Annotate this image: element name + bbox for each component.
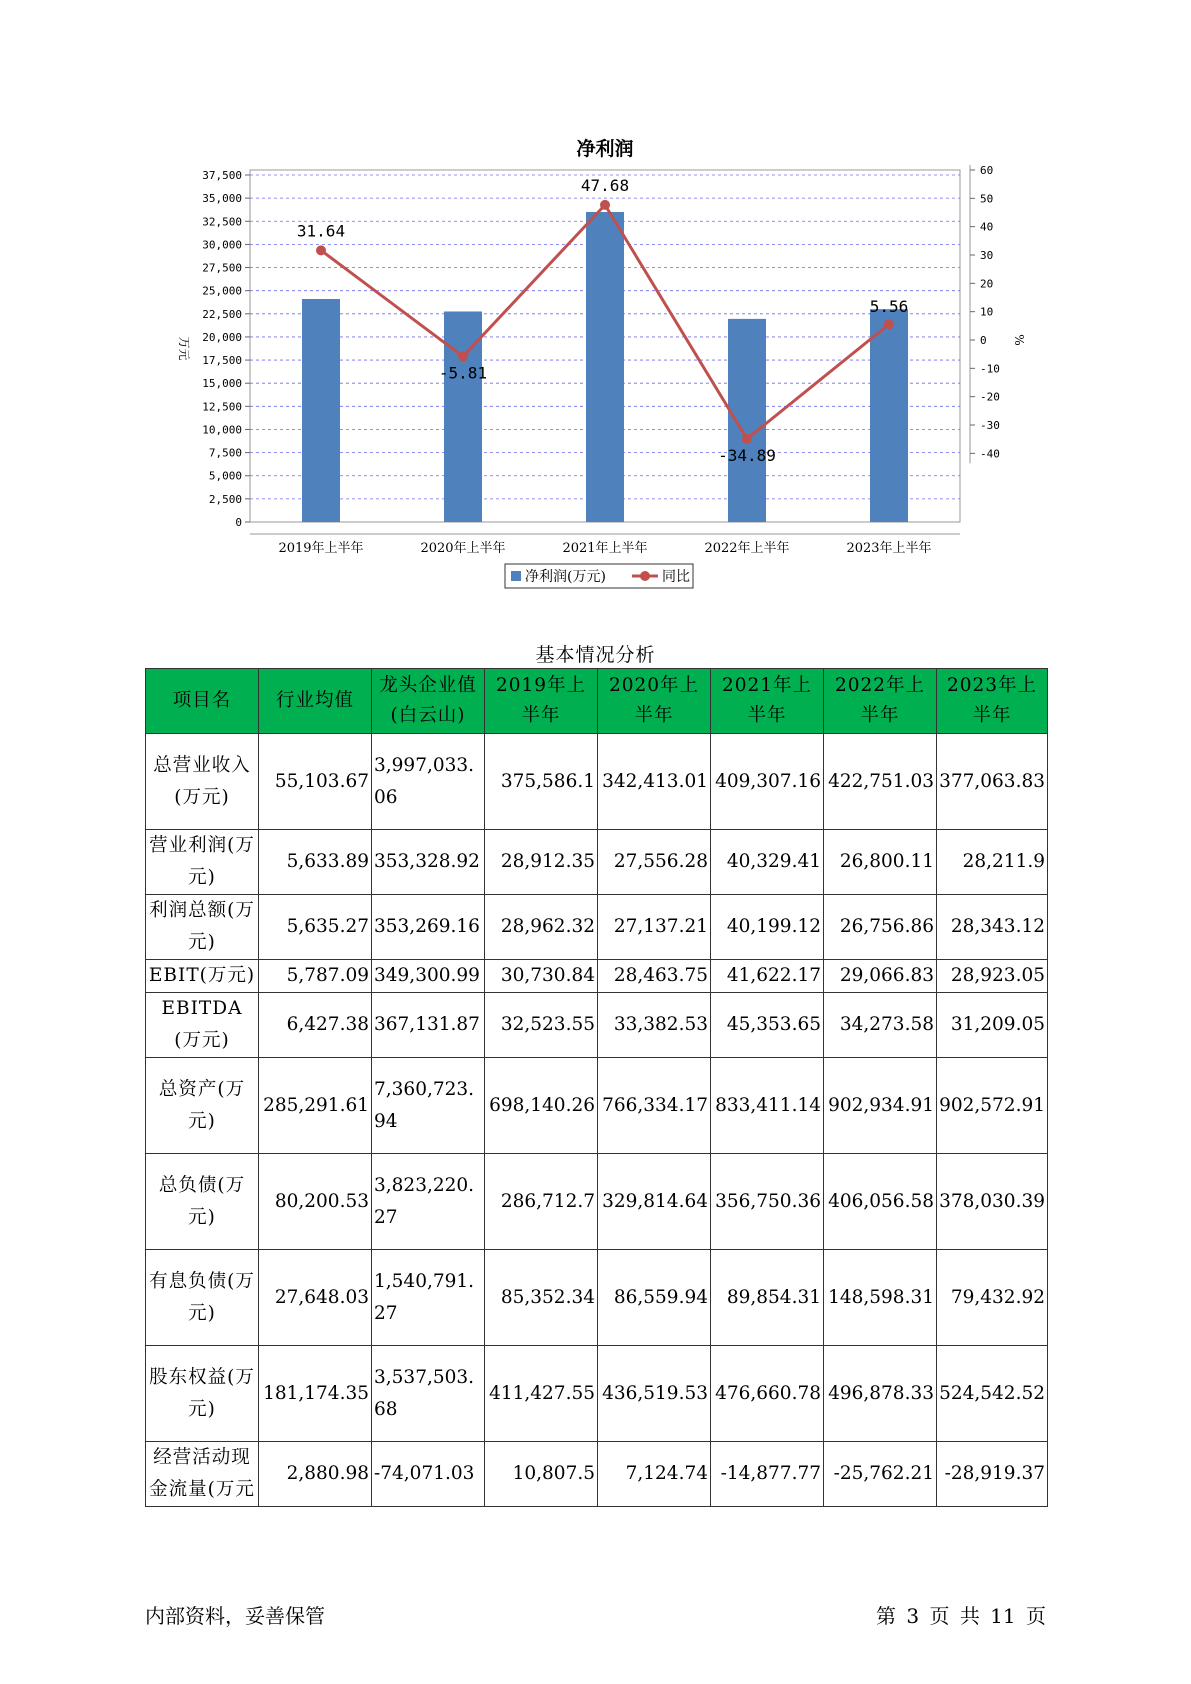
header-cell: 2019年上半年 [485,669,598,734]
row-label-cell: 总负债(万元) [146,1154,259,1250]
left-tick-label: 10,000 [202,423,242,437]
value-cell: -28,919.37 [937,1442,1048,1507]
value-cell: 80,200.53 [259,1154,372,1250]
value-cell: -25,762.21 [824,1442,937,1507]
value-cell: 5,635.27 [259,895,372,960]
left-tick-label: 2,500 [208,492,242,506]
header-cell: 2021年上半年 [711,669,824,734]
table-row [146,993,1048,1058]
header-cell: 龙头企业值(白云山) [372,669,485,734]
value-cell: 33,382.53 [598,993,711,1058]
table-body [146,734,1048,1507]
value-cell: 353,269.16 [372,895,485,960]
yoy-data-label: -5.81 [438,363,488,383]
value-cell: 378,030.39 [937,1154,1048,1250]
row-label-cell: 总资产(万元) [146,1058,259,1154]
yoy-data-label: 5.56 [869,297,909,317]
value-cell: 436,519.53 [598,1346,711,1442]
table-row [146,960,1048,993]
right-axis-label: % [1012,334,1026,346]
value-cell: 377,063.83 [937,734,1048,830]
yoy-point [742,434,752,444]
table-row [146,830,1048,895]
net-profit-chart [160,130,1026,600]
value-cell: 10,807.5 [485,1442,598,1507]
value-cell: 406,056.58 [824,1154,937,1250]
left-tick-label: 27,500 [202,261,242,275]
left-tick-label: 37,500 [202,169,242,182]
left-tick-label: 0 [235,516,242,529]
value-cell: 1,540,791.27 [372,1250,485,1346]
yoy-data-label: 31.64 [296,221,346,241]
value-cell: 766,334.17 [598,1058,711,1154]
right-tick-label: 20 [980,277,994,291]
left-tick-label: 22,500 [202,307,242,321]
value-cell: 34,273.58 [824,993,937,1058]
value-cell: 28,463.75 [598,960,711,993]
table-row [146,1058,1048,1154]
left-tick-label: 7,500 [208,446,242,460]
header-cell: 行业均值 [259,669,372,734]
yoy-point [600,200,610,210]
value-cell: 31,209.05 [937,993,1048,1058]
value-cell: 3,997,033.06 [372,734,485,830]
header-cell: 2022年上半年 [824,669,937,734]
value-cell: 349,300.99 [372,960,485,993]
value-cell: 27,556.28 [598,830,711,895]
value-cell: 40,329.41 [711,830,824,895]
left-tick-label: 15,000 [202,377,242,391]
chart-title: 净利润 [576,138,634,160]
bar [870,309,908,522]
table-row [146,1154,1048,1250]
left-tick-label: 30,000 [202,238,242,252]
value-cell: 476,660.78 [711,1346,824,1442]
row-label-cell: 总营业收入(万元) [146,734,259,830]
x-tick-label: 2021年上半年 [562,541,648,556]
x-tick-label: 2022年上半年 [704,541,790,556]
header-cell: 项目名 [146,669,259,734]
table-row [146,1442,1048,1507]
x-tick-label: 2020年上半年 [420,541,506,556]
value-cell: 79,432.92 [937,1250,1048,1346]
value-cell: 7,124.74 [598,1442,711,1507]
row-label-cell: 利润总额(万元) [146,895,259,960]
value-cell: 28,912.35 [485,830,598,895]
value-cell: 30,730.84 [485,960,598,993]
left-tick-label: 32,500 [202,215,242,229]
value-cell: 5,633.89 [259,830,372,895]
value-cell: 285,291.61 [259,1058,372,1154]
value-cell: 698,140.26 [485,1058,598,1154]
value-cell: 902,934.91 [824,1058,937,1154]
value-cell: 409,307.16 [711,734,824,830]
yoy-data-label: -34.89 [718,445,776,465]
left-tick-label: 20,000 [202,330,242,344]
value-cell: 26,800.11 [824,830,937,895]
value-cell: 7,360,723.94 [372,1058,485,1154]
right-tick-label: -10 [980,362,1000,376]
value-cell: 32,523.55 [485,993,598,1058]
table-row [146,1250,1048,1346]
value-cell: -74,071.03 [372,1442,485,1507]
footer-confidential: 内部资料，妥善保管 [145,1604,325,1628]
value-cell: 41,622.17 [711,960,824,993]
value-cell: 2,880.98 [259,1442,372,1507]
right-tick-label: 50 [980,192,994,206]
yoy-point [316,245,326,255]
header-cell: 2023年上半年 [937,669,1048,734]
row-label-cell: 营业利润(万元) [146,830,259,895]
header-cell: 2020年上半年 [598,669,711,734]
legend-line-marker [640,571,650,581]
x-tick-label: 2019年上半年 [278,541,364,556]
chart-svg [160,130,1026,600]
legend-line-label: 同比 [662,569,690,585]
value-cell: 3,537,503.68 [372,1346,485,1442]
right-tick-label: 10 [980,305,994,319]
value-cell: 89,854.31 [711,1250,824,1346]
table-caption: 基本情况分析 [535,644,656,666]
right-tick-label: -30 [980,419,1000,432]
right-tick-label: 0 [980,334,987,347]
row-label-cell: 股东权益(万元) [146,1346,259,1442]
right-tick-label: 40 [980,220,994,234]
right-tick-label: 60 [980,164,994,177]
value-cell: 26,756.86 [824,895,937,960]
left-tick-label: 17,500 [202,354,242,368]
value-cell: 86,559.94 [598,1250,711,1346]
table-header-row [146,669,1048,734]
value-cell: 28,962.32 [485,895,598,960]
right-tick-label: -40 [980,447,1000,461]
value-cell: 29,066.83 [824,960,937,993]
bar [302,299,340,522]
left-axis-label: 万元 [177,336,191,361]
left-tick-label: 25,000 [202,284,242,298]
value-cell: 45,353.65 [711,993,824,1058]
footer-page-number: 第 3 页 共 11 页 [876,1604,1046,1628]
value-cell: 342,413.01 [598,734,711,830]
analysis-table [145,668,1048,1507]
yoy-point [458,351,468,361]
value-cell: 148,598.31 [824,1250,937,1346]
value-cell: 27,137.21 [598,895,711,960]
value-cell: 6,427.38 [259,993,372,1058]
table-row [146,1346,1048,1442]
right-tick-label: 30 [980,249,994,262]
legend-bar-label: 净利润(万元) [525,569,606,585]
value-cell: 55,103.67 [259,734,372,830]
value-cell: 524,542.52 [937,1346,1048,1442]
bar [586,212,624,522]
value-cell: -14,877.77 [711,1442,824,1507]
value-cell: 367,131.87 [372,993,485,1058]
value-cell: 40,199.12 [711,895,824,960]
value-cell: 3,823,220.27 [372,1154,485,1250]
left-tick-label: 12,500 [202,400,242,414]
legend-bar-swatch [511,571,521,581]
value-cell: 85,352.34 [485,1250,598,1346]
x-tick-label: 2023年上半年 [846,541,932,556]
value-cell: 496,878.33 [824,1346,937,1442]
value-cell: 902,572.91 [937,1058,1048,1154]
left-tick-label: 5,000 [208,469,242,483]
bar [728,319,766,522]
yoy-point [884,319,894,329]
left-tick-label: 35,000 [202,192,242,206]
value-cell: 28,923.05 [937,960,1048,993]
value-cell: 28,343.12 [937,895,1048,960]
table-row [146,734,1048,830]
value-cell: 833,411.14 [711,1058,824,1154]
value-cell: 5,787.09 [259,960,372,993]
row-label-cell: 有息负债(万元) [146,1250,259,1346]
value-cell: 411,427.55 [485,1346,598,1442]
row-label-cell: EBITDA(万元) [146,993,259,1058]
value-cell: 422,751.03 [824,734,937,830]
value-cell: 353,328.92 [372,830,485,895]
value-cell: 27,648.03 [259,1250,372,1346]
yoy-data-label: 47.68 [580,175,630,195]
row-label-cell: EBIT(万元) [146,960,259,993]
value-cell: 181,174.35 [259,1346,372,1442]
value-cell: 286,712.7 [485,1154,598,1250]
value-cell: 28,211.9 [937,830,1048,895]
right-tick-label: -20 [980,390,1000,404]
value-cell: 375,586.1 [485,734,598,830]
table-row [146,895,1048,960]
value-cell: 356,750.36 [711,1154,824,1250]
value-cell: 329,814.64 [598,1154,711,1250]
row-label-cell: 经营活动现金流量(万元 [146,1442,259,1507]
